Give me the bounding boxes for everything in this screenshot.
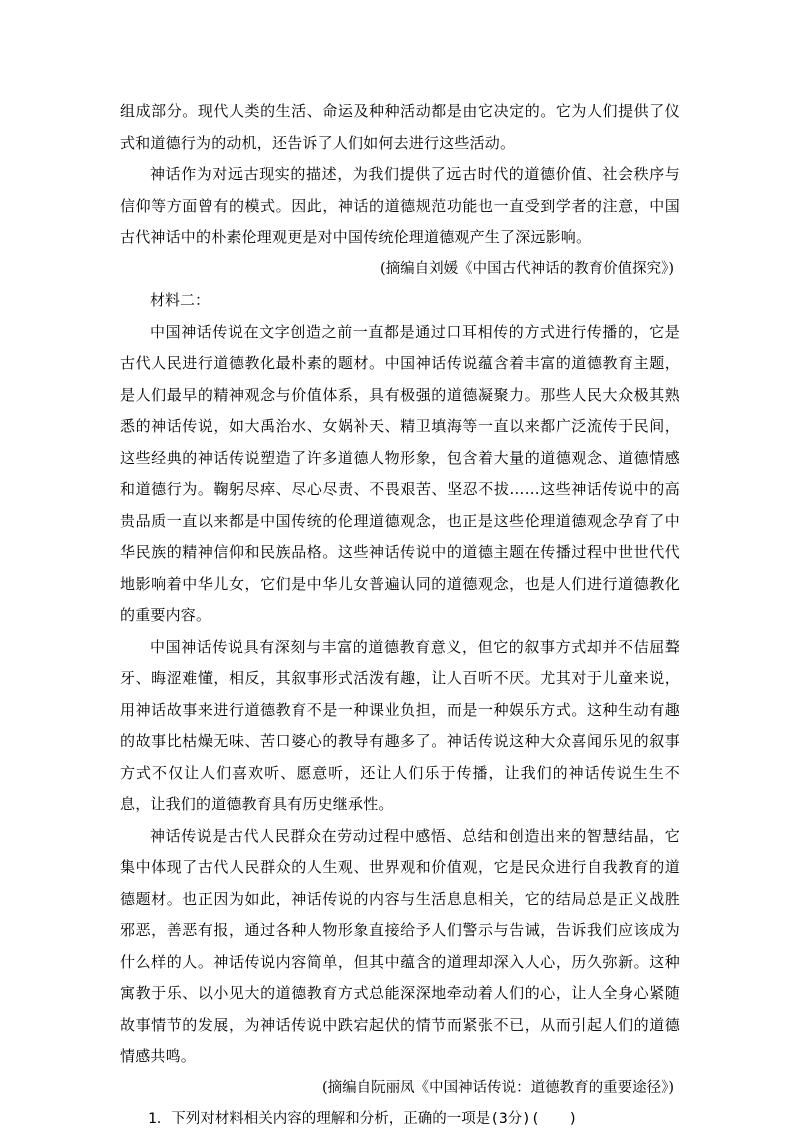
paragraph-myth-description: 神话作为对远古现实的描述，为我们提供了远古时代的道德价值、社会秩序与信仰等方面曾有的模式。因此，神话的道德规范功能也一直受到学者的注意，中国古代神话中的朴素伦理观更是对中国传统伦理道德观产生了深远影响。: [120, 165, 680, 246]
source-citation-1: (摘编自刘媛《中国古代神话的教育价值探究》): [379, 260, 674, 277]
material-two-label: 材料二：: [150, 291, 211, 309]
document-body: [120, 96, 680, 1136]
paragraph-oral-tradition: 中国神话传说在文字创造之前一直都是通过口耳相传的方式进行传播的，它是古代人民进行道德教化最朴素的题材。中国神话传说蕴含着丰富的道德教育主题，是人们最早的精神观念与价值体系，具有极强的道德凝聚力。那些人民大众极其熟悉的神话传说，如大禹治水、女娲补天、精卫填海等一直以来都广泛流传于民间，这些经典的神话传说塑造了许多道德人物形象，包含着大量的道德观念、道德情感和道德行为。鞠躬尽瘁、尽心尽责、不畏艰苦、坚忍不拔……这些神话传说中的高贵品质一直以来都是中国传统的伦理道德观念，也正是这些伦理道德观念孕育了中华民族的精神信仰和民族品格。这些神话传说中的道德主题在传播过程中世世代代地影响着中华儿女，它们是中华儿女普遍认同的道德观念，也是人们进行道德教化的重要内容。: [120, 322, 680, 624]
paragraph-continuation: 组成部分。现代人类的生活、命运及种种活动都是由它决定的。它为人们提供了仪式和道德行为的动机，还告诉了人们如何去进行这些活动。: [120, 102, 680, 152]
paragraph-narrative-style: 中国神话传说具有深刻与丰富的道德教育意义，但它的叙事方式却并不佶屈聱牙、晦涩难懂，相反，其叙事形式活泼有趣，让人百听不厌。尤其对于儿童来说，用神话故事来进行道德教育不是一种课业负担，而是一种娱乐方式。这种生动有趣的故事比枯燥无味、苦口婆心的教导有趣多了。神话传说这种大众喜闻乐见的叙事方式不仅让人们喜欢听、愿意听，还让人们乐于传播，让我们的神话传说生生不息，让我们的道德教育具有历史继承性。: [120, 637, 680, 813]
source-citation-2: (摘编自阮丽凤《中国神话传说：道德教育的重要途径》): [321, 1079, 674, 1096]
paragraph-wisdom-crystallization: 神话传说是古代人民群众在劳动过程中感悟、总结和创造出来的智慧结晶，它集中体现了古代人民群众的人生观、世界观和价值观，它是民众进行自我教育的道德题材。也正因为如此，神话传说的内容与生活息息相关，它的结局总是正义战胜邪恶，善恶有报，通过各种人物形象直接给予人们警示与告诫，告诉我们应该成为什么样的人。神话传说内容简单，但其中蕴含的道理却深入人心，历久弥新。这种寓教于乐、以小见大的道德教育方式总能深深地牵动着人们的心，让人全身心紧随故事情节的发展，为神话传说中跌宕起伏的情节而紧张不已，从而引起人们的道德情感共鸣。: [120, 826, 680, 1065]
question-1: 1．下列对材料相关内容的理解和分析，正确的一项是(3分)( ): [148, 1111, 578, 1127]
